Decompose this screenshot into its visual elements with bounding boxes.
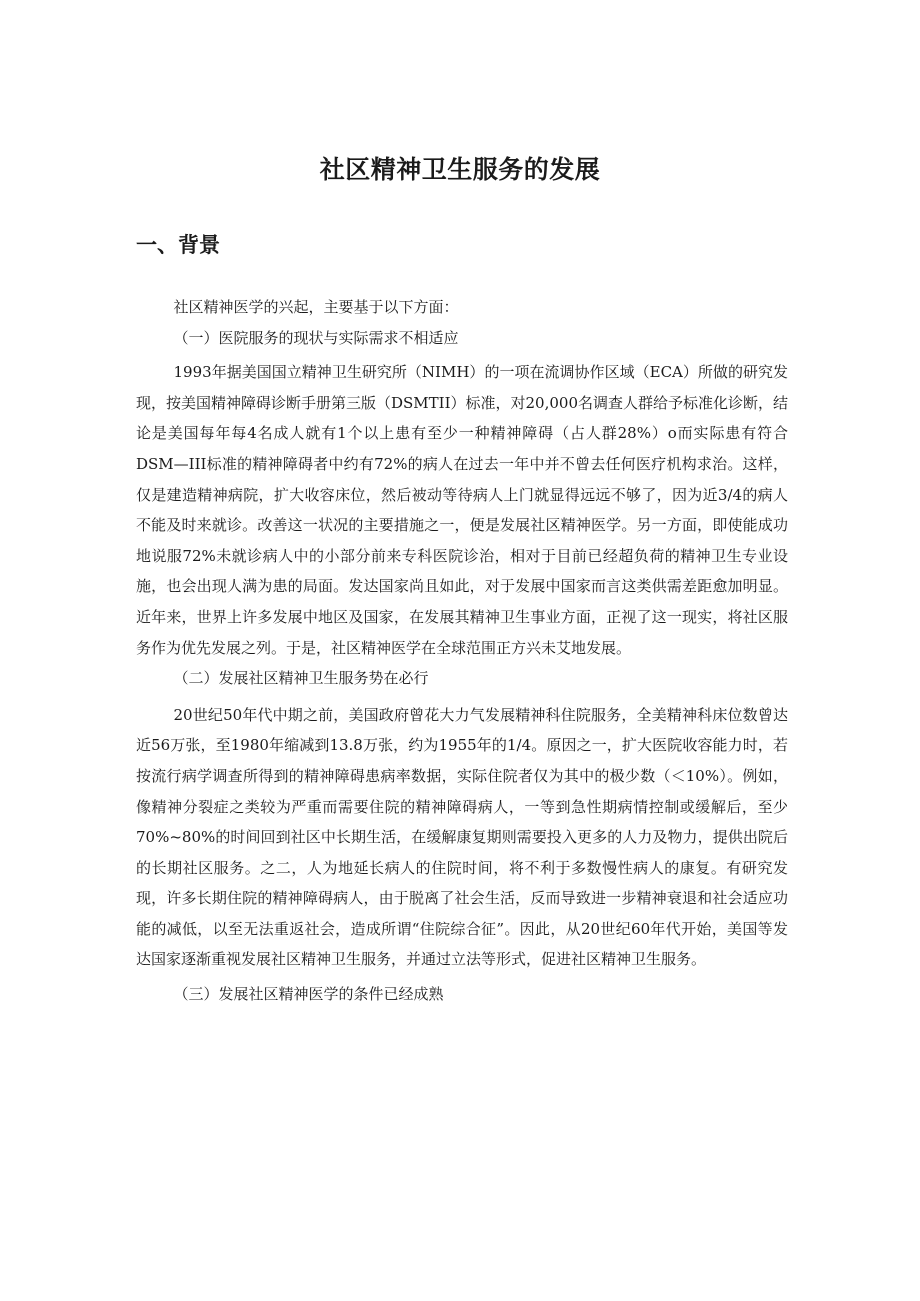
document-body [136,292,788,1010]
document-title: 社区精神卫生服务的发展 [319,155,601,184]
subsection-heading-2: （二）发展社区精神卫生服务势在必行 [173,669,429,688]
subsection-paragraph-1: 1993年据美国国立精神卫生研究所（NIMH）的一项在流调协作区域（ECA）所做的研究发现，按美国精神障碍诊断手册第三版（DSMTII）标准，对20,000名调查人群给予标准化诊断，结论是美国每年每4名成人就有1个以上患有至少一种精神障碍（占人群28%）o而实际患有符合DSM—III标准的精神障碍者中约有72%的病人在过去一年中并不曾去任何医疗机构求治。这样，仅是建造精神病院，扩大收容床位，然后被动等待病人上门就显得远远不够了，因为近3/4的病人不能及时来就诊。改善这一状况的主要措施之一，便是发展社区精神医学。另一方面，即使能成功地说服72%未就诊病人中的小部分前来专科医院诊治，相对于目前已经超负荷的精神卫生专业设施，也会出现人满为患的局面。发达国家尚且如此，对于发展中国家而言这类供需差距愈加明显。近年来，世界上许多发展中地区及国家，在发展其精神卫生事业方面，正视了这一现实，将社区服务作为优先发展之列。于是，社区精神医学在全球范围正方兴未艾地发展。 [136,363,789,657]
subsection-heading-3: （三）发展社区精神医学的条件已经成熟 [173,985,444,1004]
subsection-paragraph-2: 20世纪50年代中期之前，美国政府曾花大力气发展精神科住院服务，全美精神科床位数曾达近56万张，至1980年缩减到13.8万张，约为1955年的1/4。原因之一，扩大医院收容能力时，若按流行病学调查所得到的精神障碍患病率数据，实际住院者仅为其中的极少数（＜10%）。例如，像精神分裂症之类较为严重而需要住院的精神障碍病人，一等到急性期病情控制或缓解后，至少70%~80%的时间回到社区中长期生活，在缓解康复期则需要投入更多的人力及物力，提供出院后的长期社区服务。之二，人为地延长病人的住院时间，将不利于多数慢性病人的康复。有研究发现，许多长期住院的精神障碍病人，由于脱离了社会生活，反而导致进一步精神衰退和社会适应功能的减低，以至无法重返社会，造成所谓“住院综合征”。因此，从20世纪60年代开始，美国等发达国家逐渐重视发展社区精神卫生服务，并通过立法等形式，促进社区精神卫生服务。 [136,705,788,969]
subsection-heading-1: （一）医院服务的现状与实际需求不相适应 [173,328,459,347]
intro-paragraph: 社区精神医学的兴起，主要基于以下方面： [173,298,459,316]
section-heading: 一、背景 [136,233,220,257]
